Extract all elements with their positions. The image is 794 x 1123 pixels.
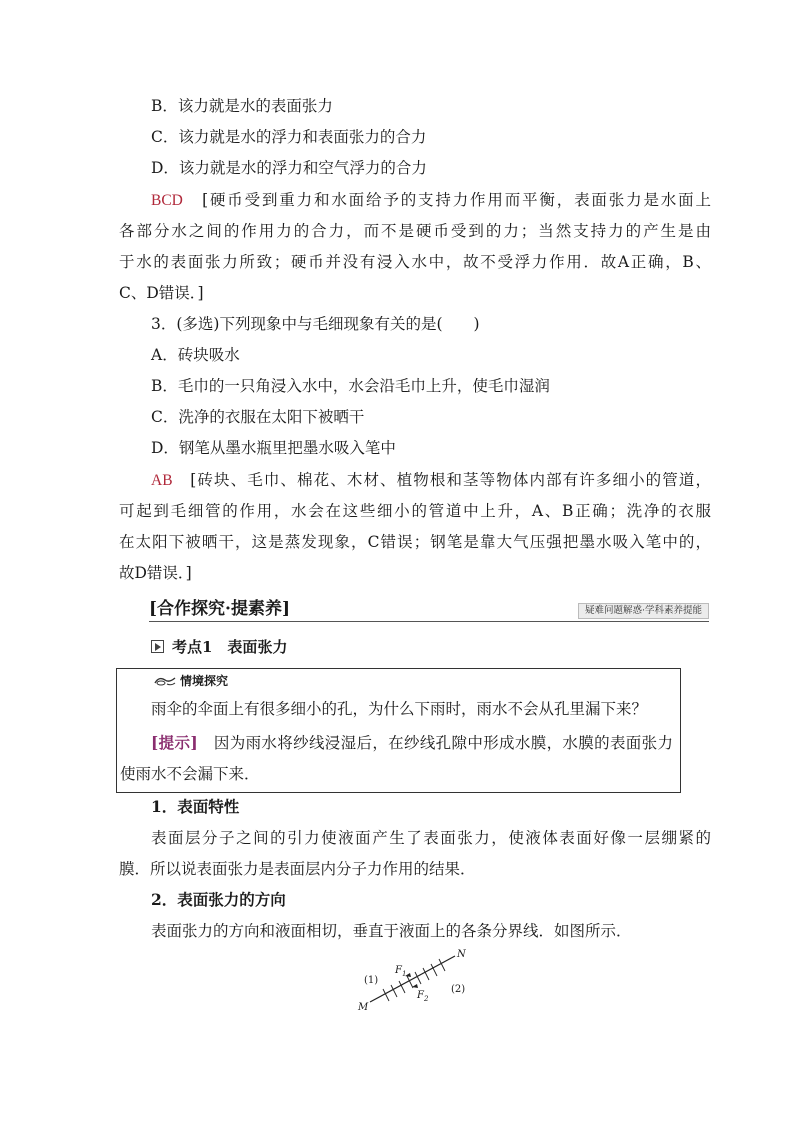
answer-key: BCD bbox=[151, 192, 183, 209]
hint-line-2: 使雨水不会漏下来． bbox=[120, 765, 260, 783]
answer-3-line-4: 故D错误．] bbox=[119, 564, 192, 582]
answer-key: AB bbox=[151, 472, 173, 489]
question-3: 3．(多选)下列现象中与毛细现象有关的是( ) bbox=[151, 315, 480, 333]
option-b: B．毛巾的一只角浸入水中，水会沿毛巾上升，使毛巾湿润 bbox=[151, 377, 550, 395]
scenario-box bbox=[116, 668, 681, 793]
force-f2-label: $F_2$ bbox=[417, 990, 429, 1003]
section-title: [合作探究·提素养] bbox=[149, 599, 291, 619]
play-triangle-icon bbox=[151, 640, 164, 653]
point-m-label: M bbox=[358, 1002, 369, 1013]
option-c: C．该力就是水的浮力和表面张力的合力 bbox=[151, 128, 427, 146]
option-c: C．洗净的衣服在太阳下被晒干 bbox=[151, 408, 365, 426]
scenario-question: 雨伞的伞面上有很多细小的孔，为什么下雨时，雨水不会从孔里漏下来？ bbox=[151, 700, 648, 718]
answer-1-line-2: 各部分水之间的作用力的合力，而不是硬币受到的力；当然支持力的产生是由 bbox=[119, 222, 711, 240]
region-1-label: (1) bbox=[364, 975, 379, 986]
answer-1-line-1: BCD [硬币受到重力和水面给予的支持力作用而平衡，表面张力是水面上 bbox=[151, 191, 711, 209]
leaf-swirl-icon bbox=[153, 675, 177, 687]
heading-2: 2．表面张力的方向 bbox=[151, 890, 286, 909]
answer-1-line-4: C、D错误．] bbox=[119, 284, 204, 302]
heading-1: 1．表面特性 bbox=[151, 797, 240, 816]
scenario-label: 情境探究 bbox=[153, 673, 228, 689]
kaodian-heading: 考点1 表面张力 bbox=[151, 637, 287, 657]
option-b: B．该力就是水的表面张力 bbox=[151, 97, 333, 115]
paragraph-1-line-2: 膜．所以说表面张力是表面层内分子力作用的结果． bbox=[119, 860, 476, 878]
answer-1-line-3: 于水的表面张力所致；硬币并没有浸入水中，故不受浮力作用．故A正确，B、 bbox=[119, 253, 711, 271]
section-tag: 疑难问题解惑·学科素养提能 bbox=[578, 603, 709, 619]
point-n-label: N bbox=[457, 949, 466, 960]
force-f1-label: $F_1$ bbox=[395, 965, 407, 978]
answer-3-line-2: 可起到毛细管的作用，水会在这些细小的管道中上升，A、B正确；洗净的衣服 bbox=[119, 502, 711, 520]
region-2-label: (2) bbox=[451, 984, 466, 995]
paragraph-1-line-1: 表面层分子之间的引力使液面产生了表面张力，使液体表面好像一层绷紧的 bbox=[151, 829, 711, 847]
answer-3-line-3: 在太阳下被晒干，这是蒸发现象，C错误；钢笔是靠大气压强把墨水吸入笔中的， bbox=[119, 533, 711, 551]
option-d: D．钢笔从墨水瓶里把墨水吸入笔中 bbox=[151, 439, 396, 457]
option-a: A．砖块吸水 bbox=[151, 346, 240, 364]
option-d: D．该力就是水的浮力和空气浮力的合力 bbox=[151, 159, 427, 177]
surface-tension-figure bbox=[355, 946, 475, 1016]
section-header bbox=[149, 597, 709, 622]
hint-key: [提示] bbox=[151, 733, 198, 752]
answer-3-line-1: AB [砖块、毛巾、棉花、木材、植物根和茎等物体内部有许多细小的管道， bbox=[151, 471, 711, 489]
paragraph-2: 表面张力的方向和液面相切，垂直于液面上的各条分界线．如图所示． bbox=[151, 922, 632, 940]
hint-line-1: [提示] 因为雨水将纱线浸湿后，在纱线孔隙中形成水膜，水膜的表面张力 bbox=[151, 733, 673, 752]
